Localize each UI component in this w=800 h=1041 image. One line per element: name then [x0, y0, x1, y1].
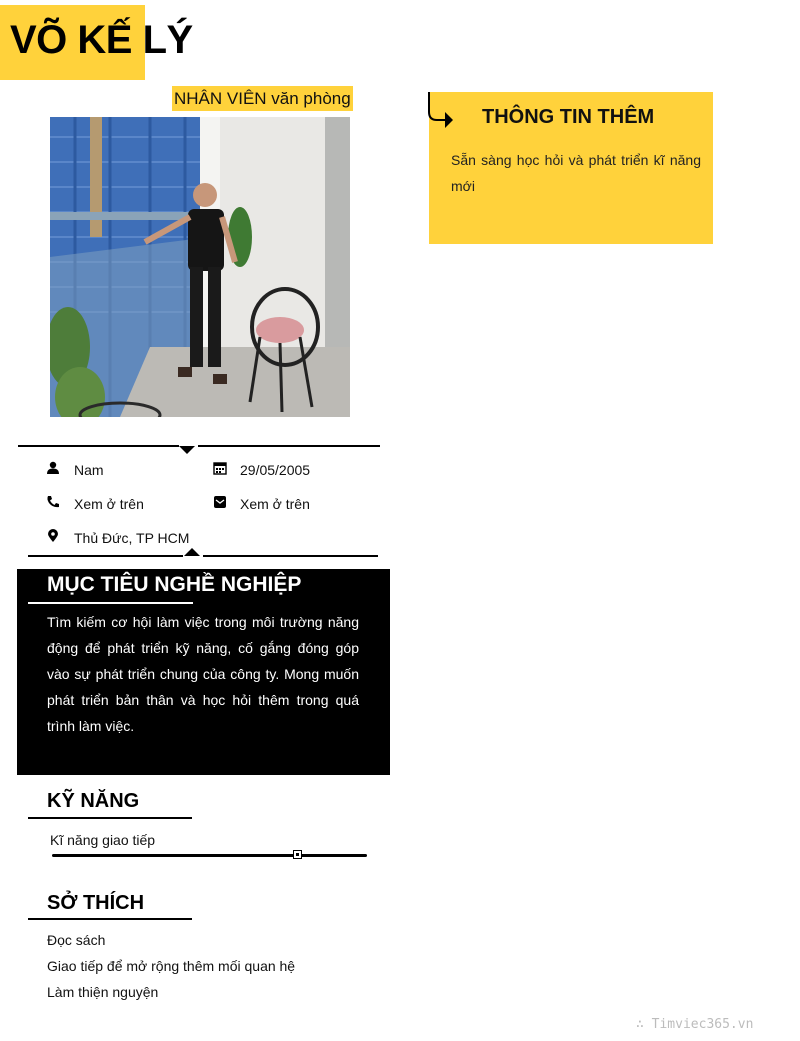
- user-icon: [46, 461, 60, 475]
- additional-info-title: THÔNG TIN THÊM: [482, 106, 655, 128]
- career-objective-underline: [28, 602, 193, 604]
- skills-underline: [28, 817, 192, 819]
- divider-caret-up-icon: [184, 548, 200, 556]
- skills-title: KỸ NĂNG: [47, 790, 140, 812]
- personal-top-rule-left: [18, 445, 179, 447]
- job-position: NHÂN VIÊN văn phòng: [172, 86, 353, 111]
- birthday-value: 29/05/2005: [240, 462, 311, 478]
- gender-value: Nam: [74, 462, 104, 478]
- profile-photo-illustration: [50, 117, 350, 417]
- calendar-icon: [213, 461, 227, 475]
- phone-value: Xem ở trên: [74, 496, 144, 512]
- hobby-item: Giao tiếp để mở rộng thêm mối quan hệ: [47, 958, 296, 974]
- hobby-item: Đọc sách: [47, 932, 106, 948]
- email-value: Xem ở trên: [240, 496, 310, 512]
- hobbies-title: SỞ THÍCH: [47, 892, 145, 914]
- career-objective-text: Tìm kiếm cơ hội làm việc trong môi trường năng động để phát triển kỹ năng, cố gắng đóng góp vào sự phát triển chung của công ty. Mong muốn phát triển bản thân và học hỏi thêm trong quá trình làm việc.: [47, 614, 359, 734]
- skill-name: Kĩ năng giao tiếp: [50, 832, 156, 848]
- candidate-name: VÕ KẾ LÝ: [10, 18, 193, 62]
- skill-level-handle: [293, 850, 302, 859]
- personal-top-rule-right: [198, 445, 380, 447]
- profile-photo: [50, 117, 350, 417]
- personal-bottom-rule-right: [203, 555, 378, 557]
- email-icon: [213, 495, 227, 509]
- turn-right-arrow-icon: [427, 92, 457, 134]
- address-value: Thủ Đức, TP HCM: [74, 530, 190, 546]
- skill-level-track: [52, 854, 367, 857]
- hobbies-list: [47, 927, 295, 1005]
- additional-info-text: Sẵn sàng học hỏi và phát triển kĩ năng mới: [451, 152, 701, 194]
- career-objective-title: MỤC TIÊU NGHỀ NGHIỆP: [47, 573, 302, 596]
- personal-bottom-rule-left: [28, 555, 183, 557]
- hobby-item: Làm thiện nguyện: [47, 984, 159, 1000]
- map-marker-icon: [46, 529, 60, 543]
- hobbies-underline: [28, 918, 192, 920]
- site-watermark: ∴ Timviec365.vn: [636, 1017, 754, 1032]
- phone-icon: [46, 495, 60, 509]
- divider-caret-down-icon: [179, 446, 195, 454]
